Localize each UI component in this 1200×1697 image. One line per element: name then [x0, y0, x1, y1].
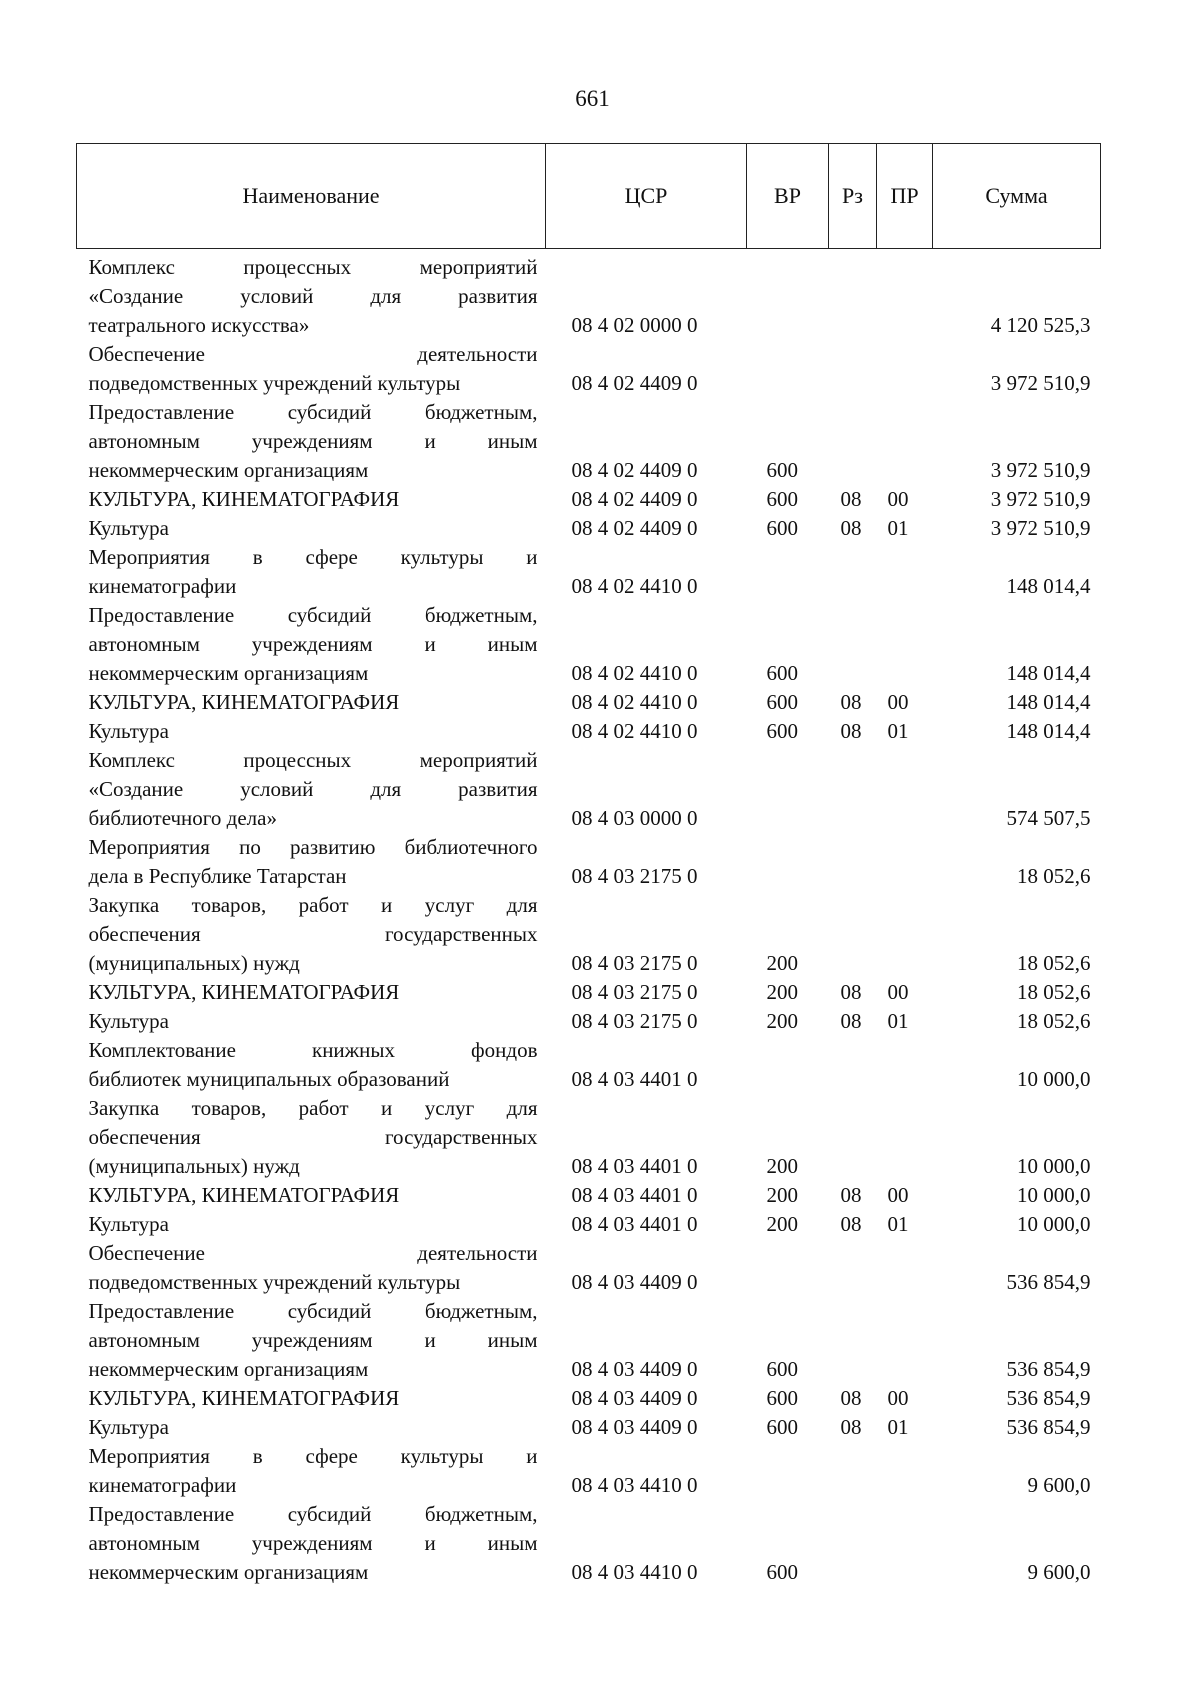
row-name-line: КУЛЬТУРА, КИНЕМАТОГРАФИЯ [88, 487, 400, 511]
row-sum: 536 854,9 [1006, 1270, 1091, 1294]
row-pr [877, 1500, 933, 1587]
row-vr: 600 [766, 487, 798, 511]
row-name-line: некоммерческим организациям [88, 1560, 369, 1584]
table-row [77, 717, 1101, 746]
table-row [77, 514, 1101, 543]
row-pr [877, 891, 933, 978]
row-name-line: автономным учреждениям и иным [88, 632, 538, 656]
row-csr: 08 4 03 4410 0 [571, 1473, 698, 1497]
table-row [77, 1239, 1101, 1297]
row-name [77, 978, 546, 1007]
table-header [77, 144, 1101, 249]
row-pr: 01 [887, 516, 909, 540]
row-name-line: Комплектование книжных фондов [88, 1038, 538, 1062]
row-vr [747, 833, 829, 891]
row-name [77, 1210, 546, 1239]
table-row [77, 1413, 1101, 1442]
row-name [77, 891, 546, 978]
row-name-line: Культура [88, 1415, 169, 1439]
row-name-line: библиотечного дела» [88, 806, 277, 830]
row-vr [747, 1239, 829, 1297]
row-vr: 200 [766, 951, 798, 975]
row-csr: 08 4 03 4409 0 [571, 1386, 698, 1410]
table-row [77, 688, 1101, 717]
row-rz: 08 [840, 1386, 862, 1410]
row-sum: 574 507,5 [1006, 806, 1091, 830]
row-csr: 08 4 02 4410 0 [571, 661, 698, 685]
row-pr: 01 [887, 1212, 909, 1236]
row-csr: 08 4 03 4401 0 [571, 1212, 698, 1236]
row-rz [829, 833, 877, 891]
row-name [77, 1500, 546, 1587]
row-rz: 08 [840, 1183, 862, 1207]
row-pr: 01 [887, 1009, 909, 1033]
row-csr: 08 4 03 2175 0 [571, 864, 698, 888]
row-sum: 18 052,6 [1017, 1009, 1091, 1033]
row-sum: 148 014,4 [1006, 719, 1091, 743]
row-name-line: автономным учреждениям и иным [88, 1531, 538, 1555]
row-rz: 08 [840, 1415, 862, 1439]
row-csr: 08 4 03 4401 0 [571, 1154, 698, 1178]
row-sum: 9 600,0 [1027, 1473, 1091, 1497]
row-name [77, 249, 546, 341]
row-vr [747, 543, 829, 601]
row-name-line: подведомственных учреждений культуры [88, 371, 461, 395]
row-name-line: Культура [88, 719, 169, 743]
row-name [77, 514, 546, 543]
row-vr: 600 [766, 516, 798, 540]
row-name-line: Мероприятия в сфере культуры и [88, 545, 538, 569]
row-name [77, 1442, 546, 1500]
row-sum: 536 854,9 [1006, 1386, 1091, 1410]
row-name [77, 688, 546, 717]
row-rz [829, 1297, 877, 1384]
row-csr: 08 4 03 2175 0 [571, 1009, 698, 1033]
page-number: 661 [575, 86, 610, 111]
table-row [77, 978, 1101, 1007]
table-row [77, 485, 1101, 514]
row-pr [877, 1239, 933, 1297]
row-name-line: Предоставление субсидий бюджетным, [88, 1502, 538, 1526]
header-vr: ВР [747, 144, 829, 249]
row-sum: 3 972 510,9 [990, 371, 1091, 395]
row-pr [877, 1442, 933, 1500]
row-sum: 4 120 525,3 [990, 313, 1091, 337]
row-sum: 536 854,9 [1006, 1415, 1091, 1439]
table-row [77, 1210, 1101, 1239]
row-rz: 08 [840, 1009, 862, 1033]
row-name-line: Предоставление субсидий бюджетным, [88, 400, 538, 424]
row-sum: 3 972 510,9 [990, 458, 1091, 482]
row-csr: 08 4 02 4410 0 [571, 574, 698, 598]
row-pr [877, 1036, 933, 1094]
row-name-line: Комплекс процессных мероприятий [88, 748, 538, 772]
row-vr: 600 [766, 1415, 798, 1439]
row-name [77, 1384, 546, 1413]
row-pr: 00 [887, 690, 909, 714]
row-sum: 18 052,6 [1017, 864, 1091, 888]
row-vr: 600 [766, 690, 798, 714]
row-name-line: Культура [88, 516, 169, 540]
table-row [77, 543, 1101, 601]
row-name-line: автономным учреждениям и иным [88, 429, 538, 453]
row-name-line: некоммерческим организациям [88, 661, 369, 685]
row-name-line: (муниципальных) нужд [88, 951, 300, 975]
row-vr: 200 [766, 980, 798, 1004]
row-name-line: Комплекс процессных мероприятий [88, 255, 538, 279]
row-name [77, 1413, 546, 1442]
row-name-line: (муниципальных) нужд [88, 1154, 300, 1178]
row-name [77, 398, 546, 485]
row-rz [829, 543, 877, 601]
row-rz [829, 1239, 877, 1297]
row-rz: 08 [840, 1212, 862, 1236]
row-name [77, 1181, 546, 1210]
row-vr [747, 340, 829, 398]
table-row [77, 340, 1101, 398]
table-row [77, 1094, 1101, 1181]
row-csr: 08 4 03 4409 0 [571, 1270, 698, 1294]
table-body [77, 249, 1101, 1588]
row-name [77, 1007, 546, 1036]
row-name-line: некоммерческим организациям [88, 1357, 369, 1381]
row-name-line: кинематографии [88, 1473, 237, 1497]
row-vr: 600 [766, 719, 798, 743]
row-name [77, 833, 546, 891]
table-row [77, 891, 1101, 978]
row-pr [877, 340, 933, 398]
row-name [77, 1094, 546, 1181]
row-sum: 9 600,0 [1027, 1560, 1091, 1584]
row-csr: 08 4 03 0000 0 [571, 806, 698, 830]
row-sum: 10 000,0 [1017, 1212, 1091, 1236]
row-rz: 08 [840, 690, 862, 714]
row-vr: 600 [766, 1357, 798, 1381]
header-csr: ЦСР [546, 144, 747, 249]
row-name-line: Обеспечение деятельности [88, 342, 538, 366]
row-csr: 08 4 02 4409 0 [571, 516, 698, 540]
row-csr: 08 4 03 4401 0 [571, 1067, 698, 1091]
table-row [77, 249, 1101, 341]
table-row [77, 1297, 1101, 1384]
row-rz [829, 398, 877, 485]
row-pr: 00 [887, 1183, 909, 1207]
row-name-line: библиотек муниципальных образований [88, 1067, 450, 1091]
row-pr: 01 [887, 719, 909, 743]
row-name [77, 717, 546, 746]
header-rz: Рз [829, 144, 877, 249]
row-vr: 200 [766, 1009, 798, 1033]
row-vr [747, 1442, 829, 1500]
row-rz [829, 746, 877, 833]
row-rz [829, 891, 877, 978]
table-row [77, 746, 1101, 833]
table-row [77, 1500, 1101, 1587]
row-rz [829, 1500, 877, 1587]
table-row [77, 1384, 1101, 1413]
table-row [77, 601, 1101, 688]
row-name-line: подведомственных учреждений культуры [88, 1270, 461, 1294]
row-name-line: Закупка товаров, работ и услуг для [88, 1096, 538, 1120]
row-csr: 08 4 02 0000 0 [571, 313, 698, 337]
row-name [77, 1297, 546, 1384]
header-sum: Сумма [933, 144, 1101, 249]
row-pr: 00 [887, 980, 909, 1004]
row-rz [829, 1036, 877, 1094]
header-name: Наименование [77, 144, 546, 249]
row-pr: 00 [887, 1386, 909, 1410]
row-sum: 18 052,6 [1017, 980, 1091, 1004]
row-vr [747, 1036, 829, 1094]
row-sum: 3 972 510,9 [990, 487, 1091, 511]
row-name-line: Закупка товаров, работ и услуг для [88, 893, 538, 917]
row-name-line: КУЛЬТУРА, КИНЕМАТОГРАФИЯ [88, 1183, 400, 1207]
row-name [77, 543, 546, 601]
row-name-line: обеспечения государственных [88, 922, 538, 946]
row-name-line: Мероприятия в сфере культуры и [88, 1444, 538, 1468]
row-csr: 08 4 03 4409 0 [571, 1357, 698, 1381]
row-vr: 200 [766, 1154, 798, 1178]
table-row [77, 398, 1101, 485]
row-name-line: автономным учреждениям и иным [88, 1328, 538, 1352]
row-sum: 10 000,0 [1017, 1154, 1091, 1178]
row-name-line: Предоставление субсидий бюджетным, [88, 603, 538, 627]
row-sum: 148 014,4 [1006, 574, 1091, 598]
row-csr: 08 4 02 4410 0 [571, 690, 698, 714]
row-vr: 600 [766, 458, 798, 482]
row-name [77, 746, 546, 833]
row-rz: 08 [840, 980, 862, 1004]
row-csr: 08 4 03 2175 0 [571, 951, 698, 975]
row-vr [747, 249, 829, 341]
row-name [77, 1036, 546, 1094]
row-rz [829, 340, 877, 398]
row-rz: 08 [840, 516, 862, 540]
row-pr [877, 543, 933, 601]
row-name-line: обеспечения государственных [88, 1125, 538, 1149]
row-name-line: некоммерческим организациям [88, 458, 369, 482]
row-rz: 08 [840, 719, 862, 743]
row-rz [829, 249, 877, 341]
row-name-line: кинематографии [88, 574, 237, 598]
row-name-line: Культура [88, 1212, 169, 1236]
row-name-line: Предоставление субсидий бюджетным, [88, 1299, 538, 1323]
row-pr [877, 398, 933, 485]
row-vr: 600 [766, 1386, 798, 1410]
row-name-line: Обеспечение деятельности [88, 1241, 538, 1265]
row-sum: 3 972 510,9 [990, 516, 1091, 540]
row-name-line: Мероприятия по развитию библиотечного [88, 835, 538, 859]
row-csr: 08 4 02 4409 0 [571, 371, 698, 395]
row-rz: 08 [840, 487, 862, 511]
row-pr: 00 [887, 487, 909, 511]
row-csr: 08 4 02 4409 0 [571, 458, 698, 482]
row-csr: 08 4 03 4409 0 [571, 1415, 698, 1439]
row-pr [877, 601, 933, 688]
row-vr: 600 [766, 1560, 798, 1584]
row-pr [877, 833, 933, 891]
row-sum: 536 854,9 [1006, 1357, 1091, 1381]
row-name-line: КУЛЬТУРА, КИНЕМАТОГРАФИЯ [88, 980, 400, 1004]
row-pr [877, 249, 933, 341]
header-pr: ПР [877, 144, 933, 249]
row-name [77, 340, 546, 398]
row-name-line: «Создание условий для развития [88, 777, 538, 801]
row-pr [877, 1094, 933, 1181]
row-name-line: Культура [88, 1009, 169, 1033]
row-name [77, 601, 546, 688]
row-csr: 08 4 03 4401 0 [571, 1183, 698, 1207]
budget-table [76, 143, 1101, 1587]
table-row [77, 1007, 1101, 1036]
row-rz [829, 601, 877, 688]
row-rz [829, 1442, 877, 1500]
row-vr: 200 [766, 1183, 798, 1207]
row-csr: 08 4 03 4410 0 [571, 1560, 698, 1584]
row-vr [747, 746, 829, 833]
table-row [77, 1036, 1101, 1094]
row-name [77, 485, 546, 514]
row-name [77, 1239, 546, 1297]
table-row [77, 1442, 1101, 1500]
row-name-line: «Создание условий для развития [88, 284, 538, 308]
table-row [77, 1181, 1101, 1210]
row-name-line: КУЛЬТУРА, КИНЕМАТОГРАФИЯ [88, 690, 400, 714]
row-csr: 08 4 02 4409 0 [571, 487, 698, 511]
row-name-line: дела в Республике Татарстан [88, 864, 347, 888]
row-pr [877, 1297, 933, 1384]
row-vr: 200 [766, 1212, 798, 1236]
row-sum: 148 014,4 [1006, 690, 1091, 714]
row-name-line: КУЛЬТУРА, КИНЕМАТОГРАФИЯ [88, 1386, 400, 1410]
row-pr [877, 746, 933, 833]
row-vr: 600 [766, 661, 798, 685]
row-csr: 08 4 03 2175 0 [571, 980, 698, 1004]
row-csr: 08 4 02 4410 0 [571, 719, 698, 743]
table-row [77, 833, 1101, 891]
row-sum: 10 000,0 [1017, 1067, 1091, 1091]
row-rz [829, 1094, 877, 1181]
row-sum: 18 052,6 [1017, 951, 1091, 975]
row-name-line: театрального искусства» [88, 313, 310, 337]
row-pr: 01 [887, 1415, 909, 1439]
row-sum: 10 000,0 [1017, 1183, 1091, 1207]
row-sum: 148 014,4 [1006, 661, 1091, 685]
